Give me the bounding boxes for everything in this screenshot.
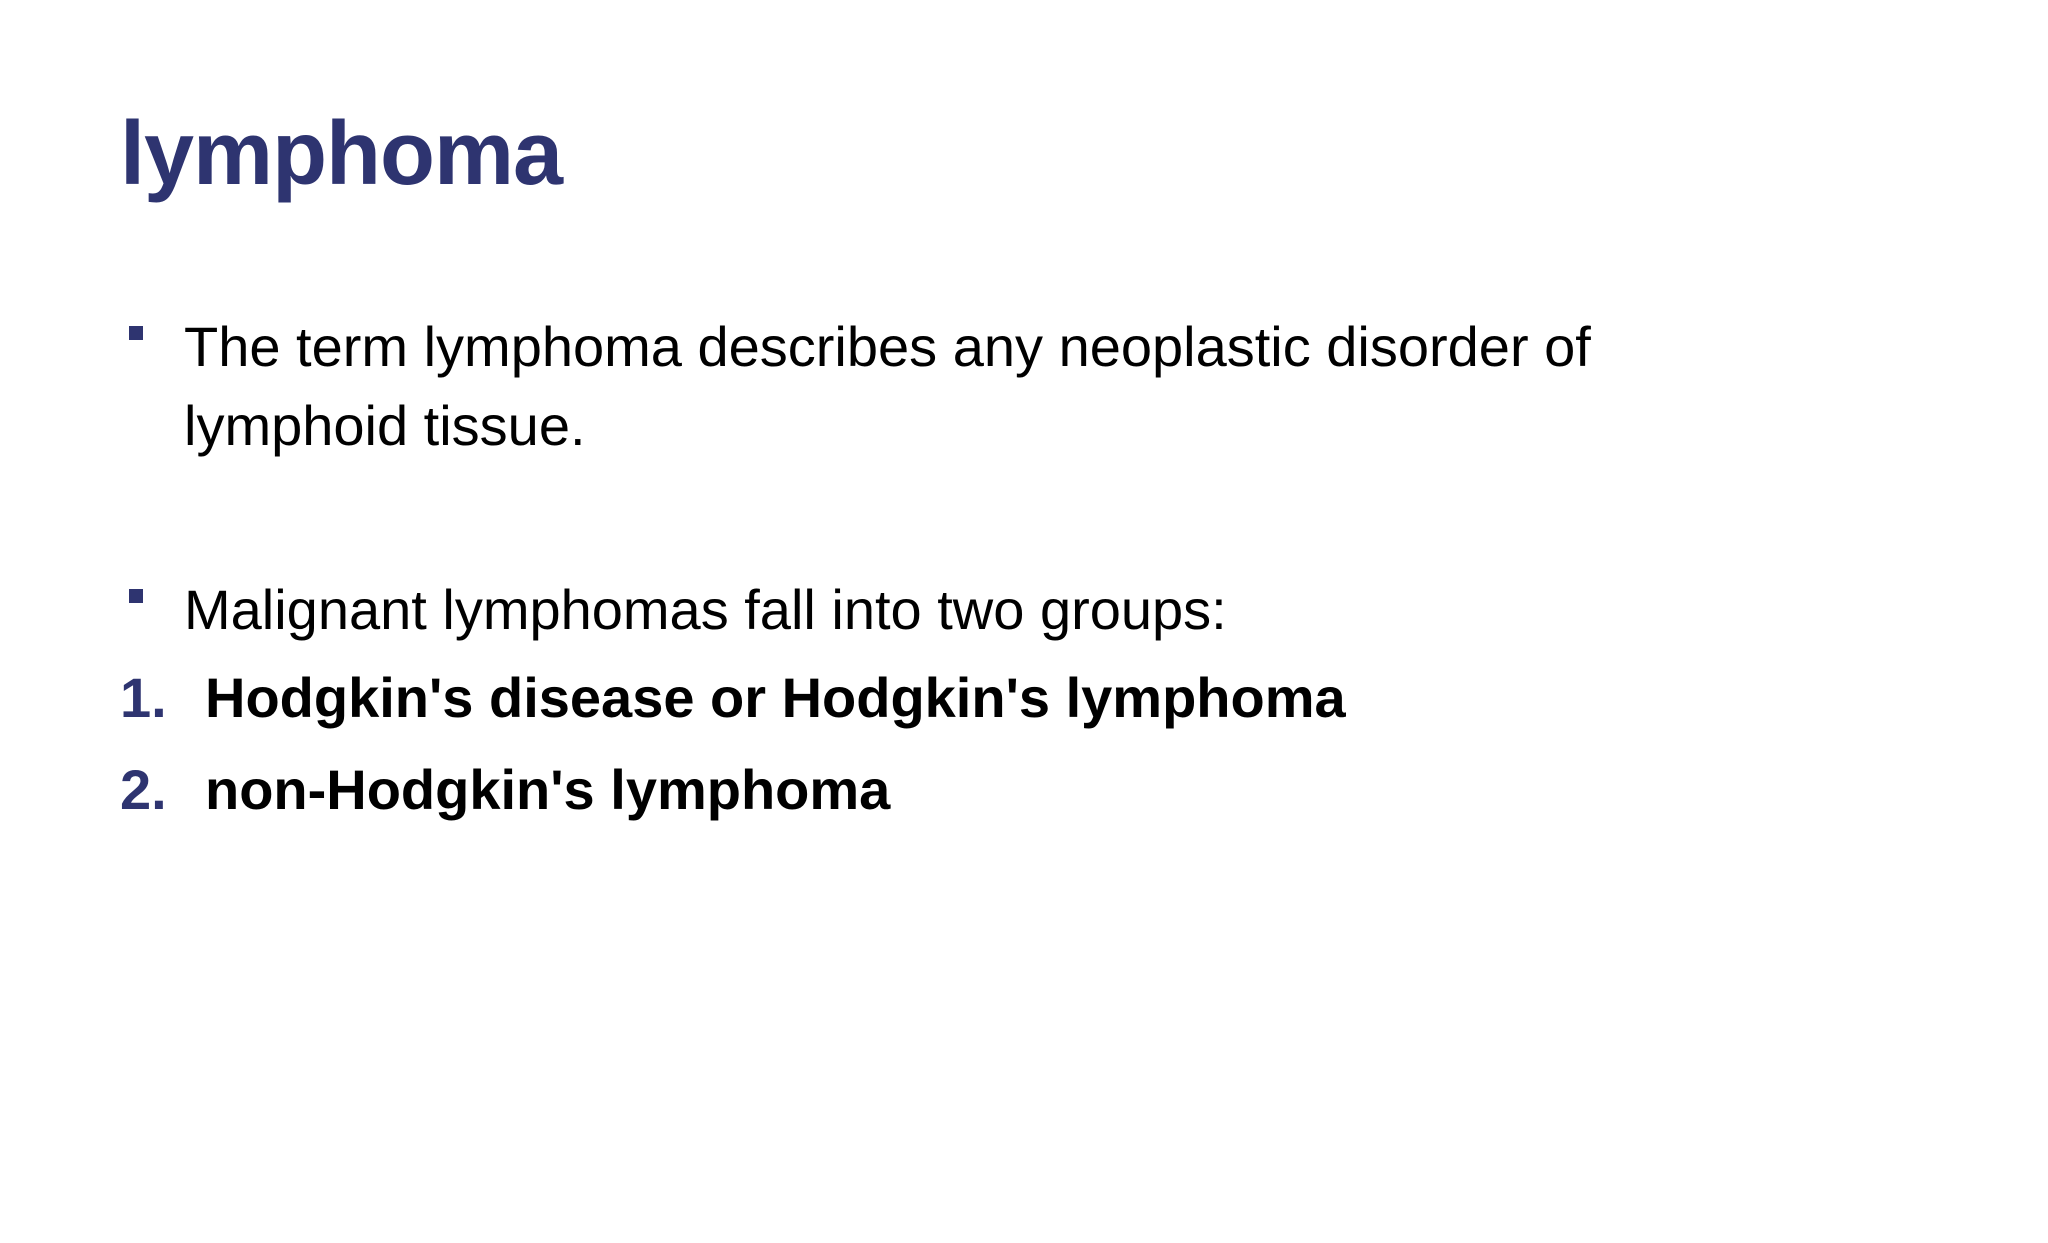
numbered-item-text: non-Hodgkin's lymphoma (205, 758, 891, 821)
bullet-item-text: Malignant lymphomas fall into two groups: (184, 578, 1227, 641)
square-bullet-icon (129, 589, 143, 603)
list-number: 2. (120, 758, 167, 821)
bullet-item-text: The term lymphoma describes any neoplastic disorder of lymphoid tissue. (184, 315, 1591, 457)
slide-title: lymphoma (120, 104, 563, 204)
numbered-item-text: Hodgkin's disease or Hodgkin's lymphoma (205, 666, 1346, 729)
square-bullet-icon (129, 326, 143, 340)
list-number: 1. (120, 666, 167, 729)
